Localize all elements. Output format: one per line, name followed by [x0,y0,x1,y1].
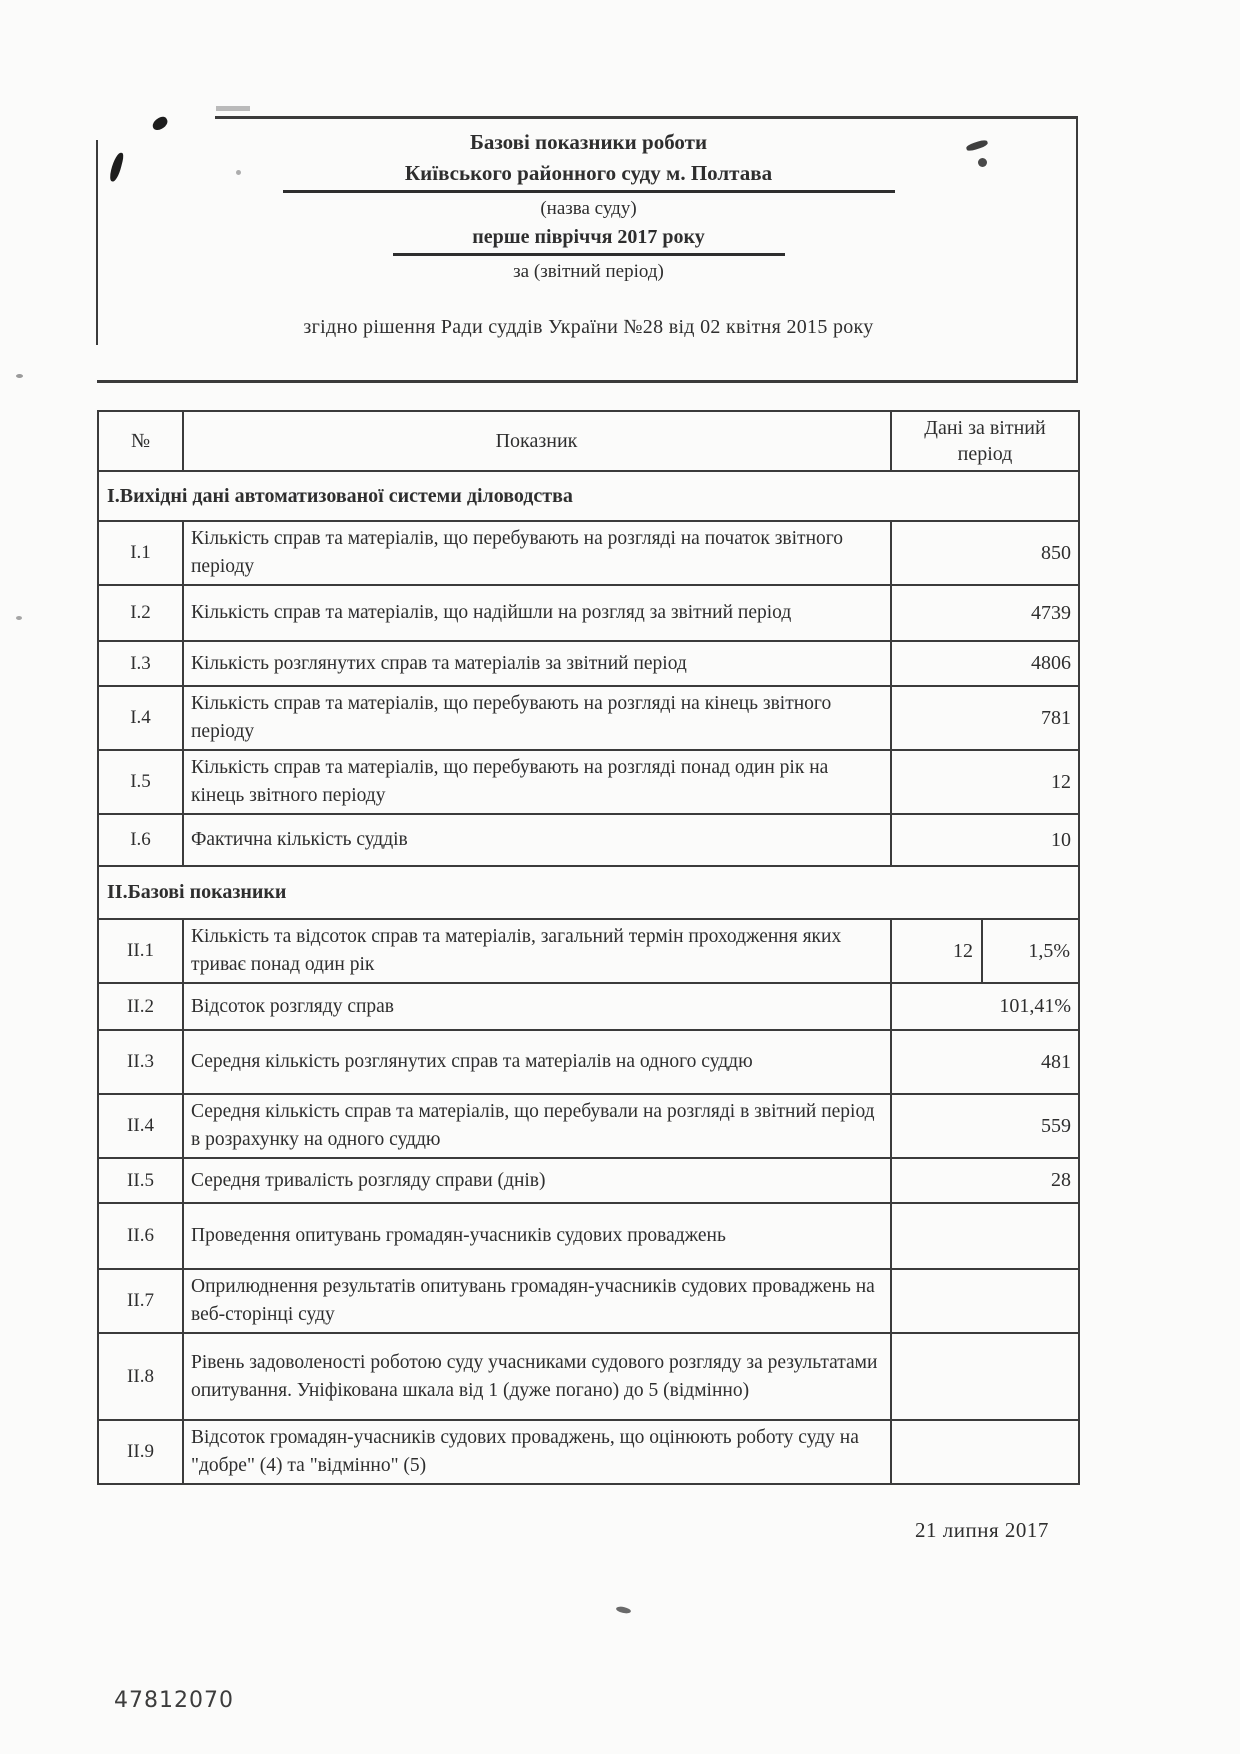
table-row [99,1157,1078,1202]
value-cell: 4739 [1031,601,1071,624]
report-title: Базові показники роботи [469,130,708,154]
indicator-cell: Оприлюднення результатів опитувань громадян-учасників судових проваджень на веб-сторінці суду [184,1270,892,1332]
header-box-bottom-line [97,380,1078,383]
value-cell-empty [892,1270,1078,1332]
value-cell: 850 [1041,541,1071,564]
indicator-cell: Кількість розглянутих справ та матеріалів за звітний період [184,642,892,685]
row-number: ІІ.1 [99,920,184,982]
table-row [99,813,1078,865]
court-name-caption: (назва суду) [540,198,637,219]
table-row [99,1029,1078,1093]
row-number: І.2 [99,586,184,640]
scan-artifact [216,106,250,111]
indicator-cell: Кількість справ та матеріалів, що перебувають на розгляді на початок звітного періоду [184,522,892,584]
indicator-cell: Середня тривалість розгляду справи (днів) [184,1159,892,1202]
table-row [99,640,1078,685]
row-number: ІІ.5 [99,1159,184,1202]
value-count: 12 [892,920,983,982]
table-row [99,749,1078,813]
indicator-cell: Кількість справ та матеріалів, що перебувають на розгляді на кінець звітного періоду [184,687,892,749]
indicator-cell: Середня кількість розглянутих справ та матеріалів на одного суддю [184,1031,892,1093]
value-cell-empty [892,1334,1078,1419]
report-period: перше півріччя 2017 року [472,226,705,248]
indicator-cell: Кількість та відсоток справ та матеріалів, загальний термін проходження яких триває понад один рік [184,920,892,982]
court-name-underline [283,190,895,193]
table-header-row [99,412,1078,470]
value-cell: 481 [1041,1050,1071,1073]
row-number: ІІ.9 [99,1421,184,1483]
legal-basis-line: згідно рішення Ради суддів України №28 від 02 квітня 2015 року [303,316,874,338]
table-row [99,918,1078,982]
value-cell: 12 [1051,770,1071,793]
row-number: ІІ.6 [99,1204,184,1268]
report-period-caption: за (звітний період) [513,261,664,282]
indicator-cell: Середня кількість справ та матеріалів, що перебували на розгляді в звітний період в розрахунку на одного суддю [184,1095,892,1157]
header-box-top-line [215,116,1078,119]
row-number: І.3 [99,642,184,685]
table-row [99,520,1078,584]
col-header-number: № [99,412,184,470]
section-2-header: ІІ.Базові показники [99,865,1078,918]
value-cell: 101,41% [999,995,1071,1017]
table-row [99,1268,1078,1332]
document-header [97,128,1080,337]
row-number: І.1 [99,522,184,584]
scan-artifact [616,1606,632,1615]
row-number: ІІ.2 [99,984,184,1029]
scan-artifact [16,374,23,378]
indicator-cell: Фактична кількість суддів [184,815,892,865]
indicator-cell: Відсоток розгляду справ [184,984,892,1029]
document-number: 47812070 [114,1688,234,1713]
col-header-data: Дані за вітний період [924,417,1046,465]
row-number: ІІ.7 [99,1270,184,1332]
row-number: І.4 [99,687,184,749]
table-row [99,685,1078,749]
indicator-cell: Відсоток громадян-учасників судових проваджень, що оцінюють роботу суду на "добре" (4) та "відмінно" (5) [184,1421,892,1483]
table-row [99,982,1078,1029]
row-number: ІІ.8 [99,1334,184,1419]
section-1-header: І.Вихідні дані автоматизованої системи діловодства [99,470,1078,520]
row-number: ІІ.4 [99,1095,184,1157]
indicator-cell: Проведення опитувань громадян-учасників судових проваджень [184,1204,892,1268]
value-cell-empty [892,1421,1078,1483]
value-percent: 1,5% [1028,939,1070,962]
table-row [99,1093,1078,1157]
table-row [99,1202,1078,1268]
table-row [99,584,1078,640]
value-cell: 559 [1041,1114,1071,1137]
table-row [99,1419,1078,1483]
row-number: І.6 [99,815,184,865]
indicator-cell: Рівень задоволеності роботою суду учасниками судового розгляду за результатами опитування. Уніфікована шкала від 1 (дуже погано) до 5 (відмінно) [184,1334,892,1419]
scan-artifact [16,616,22,620]
row-number: ІІ.3 [99,1031,184,1093]
row-number: І.5 [99,751,184,813]
value-cell: 781 [1041,706,1071,729]
court-name: Київського районного суду м. Полтава [404,161,773,185]
value-cell: 10 [1051,828,1071,851]
indicators-table [97,410,1080,1485]
table-row [99,1332,1078,1419]
value-cell-empty [892,1204,1078,1268]
indicator-cell: Кількість справ та матеріалів, що надійшли на розгляд за звітний період [184,586,892,640]
col-header-indicator: Показник [184,412,892,470]
value-cell: 28 [1051,1169,1071,1191]
report-date: 21 липня 2017 [915,1518,1049,1542]
value-cell-split [892,920,1078,982]
indicator-cell: Кількість справ та матеріалів, що перебувають на розгляді понад один рік на кінець звітного періоду [184,751,892,813]
value-cell: 4806 [1031,652,1071,674]
report-period-underline [393,253,785,256]
